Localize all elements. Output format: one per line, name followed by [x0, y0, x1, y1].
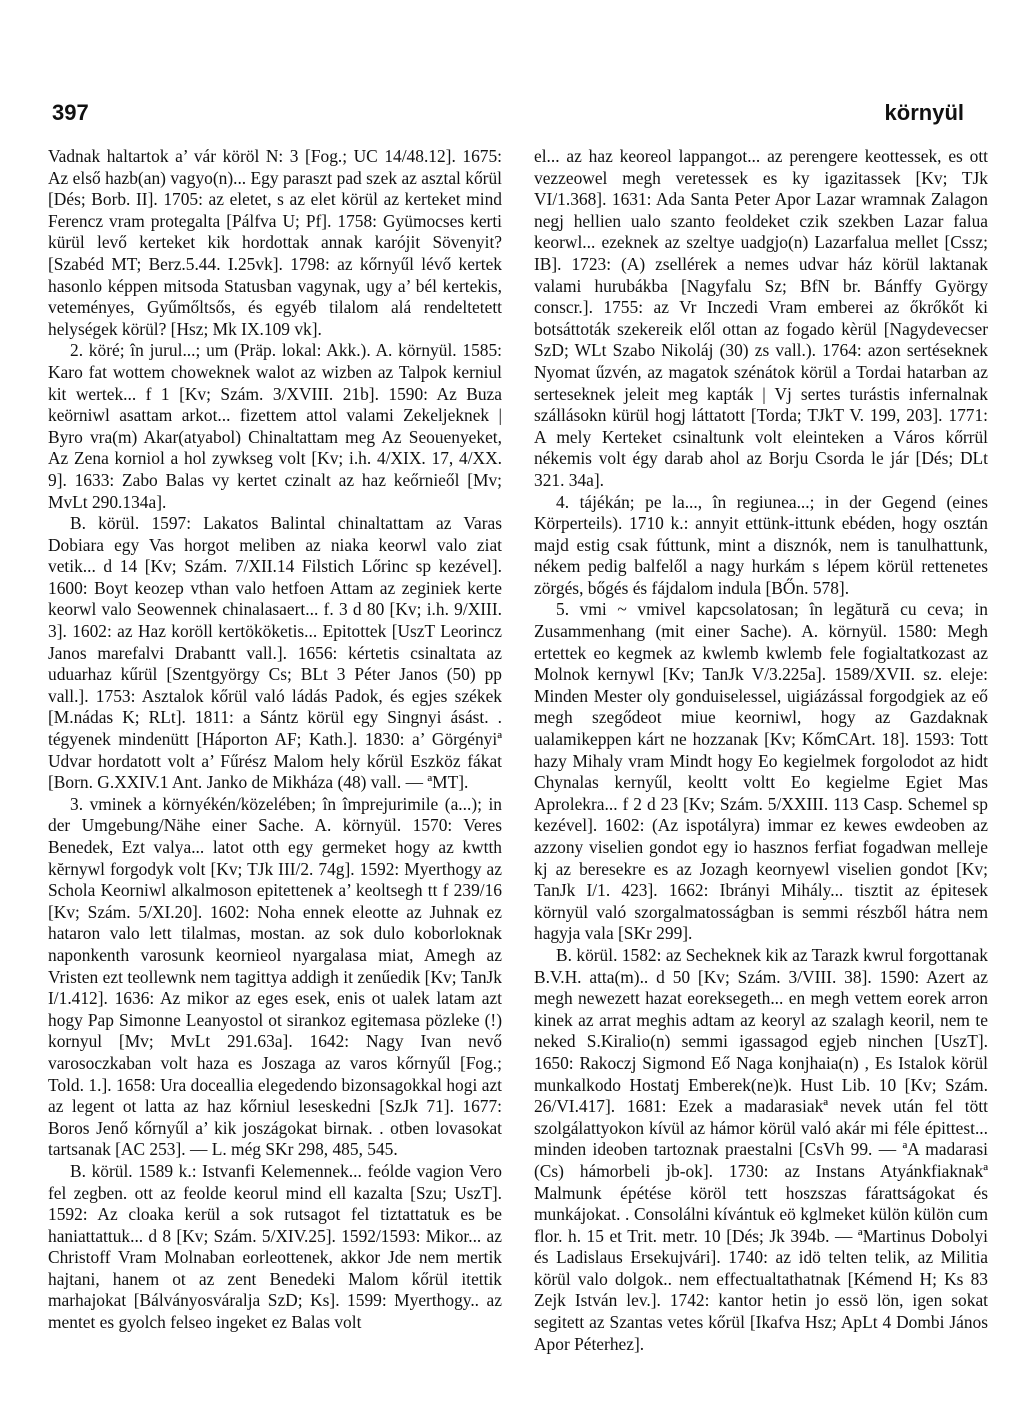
left-column: [48, 146, 502, 1355]
paragraph: B. körül. 1597: Lakatos Balintal chinaltattam az Varas Dobiara egy Vas horgot meliben az niaka keorwl valo ziat vetik... d 14 [Kv; Szám. 7/XII.14 Filstich Lőrinc sp kezével]. 1600: Boyt keozep vthan valo hetfoen Attam az zeginiek kerte keorwl valo Seowennek chinalasaert... f. 3 d 80 [Kv; i.h. 9/XIII. 3]. 1602: az Haz koröll kertököketis... Epitottek [UszT Leorincz Janos marefalvi Drabantt vall.]. 1656: kértetis csinaltata az uduarhaz kűrül [Szentgyörgy Cs; BLt 3 Péter Janos (50) pp vall.]. 1753: Asztalok kőrül való ládás Padok, és egjes székek [M.nádas K; RLt]. 1811: a Sántz körül egy Singnyi ásást. . tégyenek mindenütt [Háporton AF; Kath.]. 1830: a’ Görgényiª Udvar hordatott volt a’ Fűrész Malom hely kőrül Eszköz fákat [Born. G.XXIV.1 Ant. Janko de Mikháza (48) vall. — ªMT].: [48, 513, 502, 793]
paragraph: 4. tájékán; pe la..., în regiunea...; in der Gegend (eines Körperteils). 1710 k.: annyit ettünk-ittunk ebéden, hogy osztán majd estig csak fúttunk, mint a disznók, nem is tanulhattunk, nékem pedig balfelől a nagy hurkám s lépem körül rettenetes zörgés, bőgés és fájdalom indula [BŐn. 578].: [534, 491, 988, 598]
paragraph: B. körül. 1589 k.: Istvanfi Kelemennek... feólde vagion Vero fel zegben. ott az feolde keorul mind ell kazalta [Szu; UszT]. 1592: Az cloaka kerül a sok rutsagot fel tiztattatuk es be haniattattuk... d 8 [Kv; Szám. 5/XIV.25]. 1592/1593: Mikor... az Christoff Vram Molnaban eorleottenek, akkor Jde nem mertik hajtani, hanem ot az zent Benedeki Malom kőrül itettik marhajokat [Bálványosváralja SzD; Ks]. 1599: Myerthogy.. az mentet es gyolch felseo ingeket ez Balas volt: [48, 1160, 502, 1333]
paragraph: 5. vmi ~ vmivel kapcsolatosan; în legătură cu ceva; in Zusammenhang (mit einer Sache). A. környül. 1580: Megh ertettek eo kegmek az kwlemb kwlemb fele fogialtatkozast az Molnok kernywl [Kv; TanJk V/3.225a]. 1589/XVII. sz. eleje: Minden Mester oly gonduiselessel, uigiázással forgodgiek az eő megh szegődeot miue keorniwl, hogy az Gazdaknak ualamikeppen kárt ne hozzanak [Kv; KőmCArt. 18]. 1593: Tott hazy Mihaly vram Mindt hogy Eo kegielmek forgolodot az hidt Chynalas kernyűl, keoltt voltt Eo kegielme Egiet Mas Aprolekra... f 2 d 23 [Kv; Szám. 5/XXIII. 113 Casp. Schemel sp kezével]. 1602: (Az ispotályra) immar ez kewes ewdeoben az azzony viselien gondot egy io hasznos ferfiat fogadwan melleje kj az beresekre es az Jozagh keornyewl viselien gondot [Kv; TanJk I/1. 423]. 1662: Ibrányi Mihály... tisztit az épitesek környül való szorgalmatosságban is semmi részből hátra nem hagyja vala [SKr 299].: [534, 599, 988, 944]
text-columns: [48, 146, 988, 1355]
page-number: 397: [52, 100, 89, 125]
page-header: [52, 100, 964, 134]
paragraph: 3. vminek a környékén/közelében; în împrejurimile (a...); in der Umgebung/Nähe einer Sache. A. környül. 1570: Veres Benedek, Ezt valya... latot otth egy germeket hogy az kwtth kĕrnywl forgodyk volt [Kv; TJk III/2. 74g]. 1592: Myerthogy az Schola Keorniwl alkalmoson epitettenek a’ keoltsegh tt f 239/16 [Kv; Szám. 5/XI.20]. 1602: Noha ennek eleotte az Juhnak ez hataron valo lett tilalmas, mostan. az sok dulo koborloknak naponkenth varosunk keornieol nyargalasa miat, Amegh az Vristen ezt teollewnk nem tagittya addigh it zenűedik [Kv; TanJk I/1.412]. 1636: Az mikor az eges esek, enis ot ualek latam azt hogy Pap Simonne Leanyostol ot sirankoz egitemasa pözleke (!) kornyul [Mv; MvLt 291.63a]. 1642: Nagy Ivan nevő varosoczkaban volt haza es Joszaga az varos kőrnyűl [Fog.; Told. 1.]. 1658: Ura doceallia elegedendo bizonsagokkal hogi azt az legent ot latta az haz kőrniul leseskedni [SzJk 71]. 1677: Boros Jenő kőrnyűl a’ kik joszágokat birnak. . otben lovasokat tartsanak [AC 253]. — L. még SKr 298, 485, 545.: [48, 793, 502, 1160]
paragraph: B. körül. 1582: az Secheknek kik az Tarazk kwrul forgottanak B.V.H. atta(m).. d 50 [Kv; Szám. 3/VIII. 38]. 1590: Azert az megh newezett hazat eoreksegeth... en megh vettem eorek arron kinek az arrat meghis adtam az keoryl az szalagh keoril, nem te neked S.Kiralio(n) semmi igassagod egjeb ninchen [UszT]. 1650: Rakoczj Sigmond Eő Naga konjhaia(n) , Es Istalok körül munkalkodo Hostatj Emberek(ne)k. Hust Lib. 10 [Kv; Szám. 26/VI.417]. 1681: Ezek a madarasiakª nevek után fel tött szolgálattyokon kívül az hámor körül való akár mi féle épittest... minden ideoben tartoznak praestalni [CsVh 99. — ªA madarasi (Cs) hámorbeli jb-ok]. 1730: az Instans Atyánkfiaknakª Malmunk épétése köröl tett hoszszas fárattságokat és munkájokat. . Consolálni kívántuk eö kglmeket külön külön cum flor. h. 15 et Trit. metr. 10 [Dés; Jk 394b. — ªMartinus Dobolyi és Ladislaus Ersekujvári]. 1740: az idö telten telik, az Militia körül valo dolgok.. nem effectualtathatnak [Kémend H; Ks 83 Zejk István lev.]. 1742: kantor hetin jo essö lön, igen sokat segitett az Szantas vetes kőrül [Ikafva Hsz; ApLt 4 Dombi János Apor Péterhez].: [534, 944, 988, 1354]
paragraph: 2. köré; în jurul...; um (Präp. lokal: Akk.). A. környül. 1585: Karo fat wottem choweknek walot az wizben az Talpok kerniul kit wertek... f 1 [Kv; Szám. 3/XVIII. 21b]. 1590: Az Buza keörniwl asattam arkot... fizettem attol valami Zekeljeknek | Byro vra(m) Akar(atyabol) Chinaltattam meg Az Seouenyeket, Az Zena korniol a hol zywkseg volt [Kv; i.h. 4/XIX. 17, 4/XX. 9]. 1633: Zabo Balas vy kertet czinalt az haz keőrnieől [Mv; MvLt 290.134a].: [48, 340, 502, 512]
paragraph: Vadnak haltartok a’ vár köröl N: 3 [Fog.; UC 14/48.12]. 1675: Az első hazb(an) vagyo(n)... Egy paraszt pad szek az asztal kőrül [Dés; Borb. II]. 1705: az eletet, s az elet körül az kerteket mind Ferencz vram protegalta [Pálfva U; Pf]. 1758: Gyümocses kerti kürül levő kerteket kik hordottak annak karójit Sövenyit? [Szabéd MT; Berz.5.44. I.25vk]. 1798: az kőrnyűl lévő kertek hasonlo képpen mitsoda Statusban vagynak, ugy a’ bél kertekis, veteményes, Gyűmőltsős, és egyéb tilalom alá rendeltetett helységek körül? [Hsz; Mk IX.109 vk].: [48, 146, 502, 339]
paragraph: el... az haz keoreol lappangot... az perengere keottessek, es ott vezzeowel megh veretessek es ky igazitassek [Kv; TJk VI/1.368]. 1631: Ada Santa Peter Apor Lazar wramnak Zalagon negj hellien ualo szanto feoldeket czik szekben Lazar falua keorwl... ezeknek az szeltye uadgjo(n) Lazarfalua mellet [Cssz; IB]. 1723: (A) zsellérek a nemes udvar ház körül laktanak valami hurubákba [Nagyfalu Sz; BfN br. Bánffy György conscr.]. 1755: az Vr Inczedi Vram emberei az őkrőkőt ki botsáttoták szekereik elől ottan az fogado kèrül [Nagydevecser SzD; WLt Szabo Nikoláj (30) zs vall.). 1764: azon sertéseknek Nyomat űzvén, az magatok szénátok körül a Tordai hatarban az serteseknek jeleit meg kapták | Vj sertes turástis infernalnak szállásokn kürül hogj láttatott [Torda; TJkT V. 199, 203]. 1771: A mely Kerteket csinaltunk volt eleinteken a Város kőrrül nékemis volt égy darab ahol az Borju Csorda le jár [Dés; DLt 321. 34a].: [534, 146, 988, 490]
right-column: [534, 146, 988, 1355]
running-head: környül: [884, 100, 964, 125]
